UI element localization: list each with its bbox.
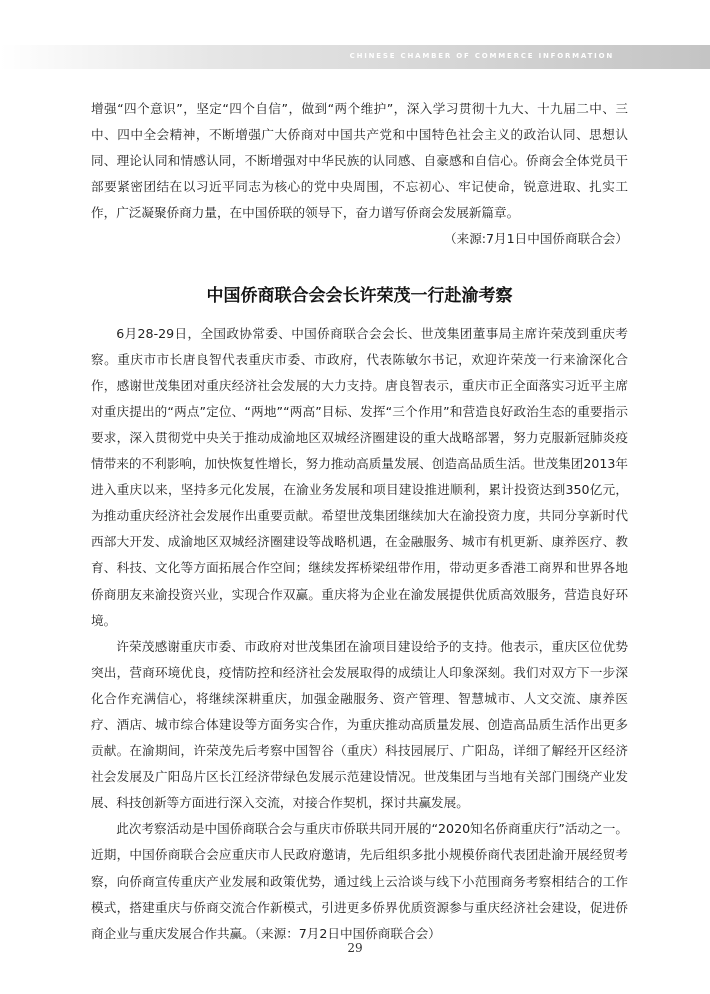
article-paragraph-2: 许荣茂感谢重庆市委、市政府对世茂集团在渝项目建设给予的支持。他表示，重庆区位优势突出，营商环境优良，疫情防控和经济社会发展取得的成绩让人印象深刻。我们对双方下一步深化合作充满信心，将继续深耕重庆，加强金融服务、资产管理、智慧城市、人文交流、康养医疗、酒店、城市综合体建设等方面务实合作，为重庆推动高质量发展、创造高品质生活作出更多贡献。在渝期间，许荣茂先后考察中国智谷（重庆）科技园展厅、广阳岛，详细了解经开区经济社会发展及广阳岛片区长江经济带绿色发展示范建设情况。世茂集团与当地有关部门围绕产业发展、科技创新等方面进行深入交流，对接合作契机，探讨共赢发展。: [91, 638, 628, 811]
header-banner: [0, 45, 710, 69]
page-content: [91, 96, 628, 947]
article-paragraph-3: 此次考察活动是中国侨商联合会与重庆市侨联共同开展的“2020知名侨商重庆行”活动之一。近期，中国侨商联合会应重庆市人民政府邀请，先后组织多批小规模侨商代表团赴渝开展经贸考察，向侨商宣传重庆产业发展和政策优势，通过线上云洽谈与线下小范围商务考察相结合的工作模式，搭建重庆与侨商交流合作新模式，引进更多侨界优质资源参与重庆经济社会建设，促进侨商企业与重庆发展合作共赢。（来源：7月2日中国侨商联合会）: [91, 821, 628, 941]
header-banner-text: CHINESE CHAMBER OF COMMERCE INFORMATION: [349, 52, 614, 60]
article-title: 中国侨商联合会会长许荣茂一行赴渝考察: [206, 285, 513, 306]
previous-article-paragraph: 增强“四个意识”，坚定“四个自信”，做到“两个维护”，深入学习贯彻十九大、十九届二中、三中、四中全会精神，不断增强广大侨商对中国共产党和中国特色社会主义的政治认同、思想认同、理论认同和情感认同，不断增强对中华民族的认同感、自豪感和自信心。侨商会全体党员干部要紧密团结在以习近平同志为核心的党中央周围，不忘初心、牢记使命，锐意进取、扎实工作，广泛凝聚侨商力量，在中国侨联的领导下，奋力谱写侨商会发展新篇章。: [91, 101, 628, 221]
article-paragraph-1: 6月28-29日，全国政协常委、中国侨商联合会会长、世茂集团董事局主席许荣茂到重庆考察。重庆市市长唐良智代表重庆市委、市政府，代表陈敏尔书记，欢迎许荣茂一行来渝深化合作，感谢世茂集团对重庆经济社会发展的大力支持。唐良智表示，重庆市正全面落实习近平主席对重庆提出的“两点”定位、“两地”“两高”目标、发挥“三个作用”和营造良好政治生态的重要指示要求，深入贯彻党中央关于推动成渝地区双城经济圈建设的重大战略部署，努力克服新冠肺炎疫情带来的不利影响，加快恢复性增长，努力推动高质量发展、创造高品质生活。世茂集团2013年进入重庆以来，坚持多元化发展，在渝业务发展和项目建设推进顺利，累计投资达到350亿元，为推动重庆经济社会发展作出重要贡献。希望世茂集团继续加大在渝投资力度，共同分享新时代西部大开发、成渝地区双城经济圈建设等战略机遇，在金融服务、城市有机更新、康养医疗、教育、科技、文化等方面拓展合作空间；继续发挥桥梁纽带作用，带动更多香港工商界和世界各地侨商朋友来渝投资兴业，实现合作双赢。重庆将为企业在渝发展提供优质高效服务，营造良好环境。: [91, 325, 628, 628]
previous-article-source: （来源:7月1日中国侨商联合会）: [444, 231, 628, 247]
page-number: 29: [347, 941, 363, 955]
